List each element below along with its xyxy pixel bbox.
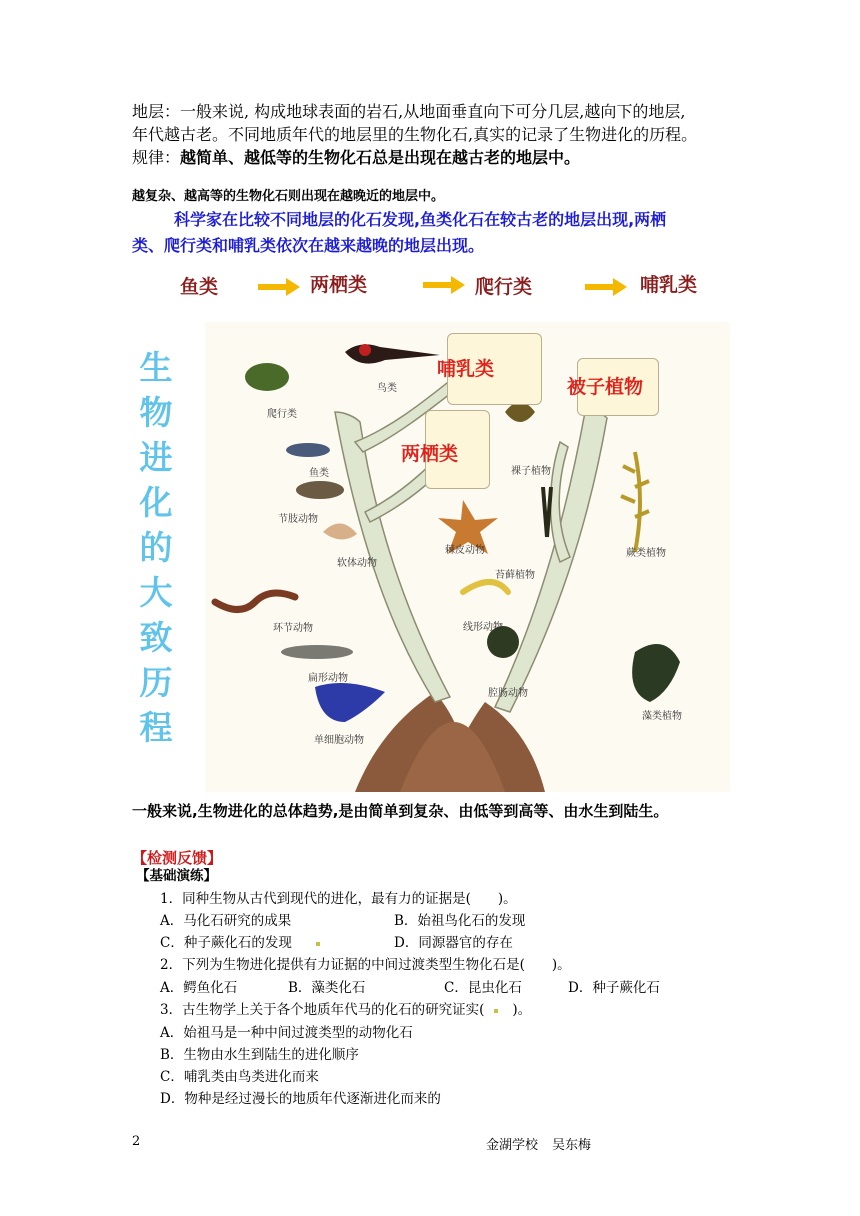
arrow-icon [585,278,627,296]
label-annelid: 环节动物 [273,623,313,634]
label-algae: 藻类植物 [642,711,682,722]
q1-option-d: D．同源器官的存在 [394,935,513,951]
q3-stem [160,999,531,1021]
q2-option-b: B．藻类化石 [288,980,366,996]
label-arthropod: 节肢动物 [278,514,318,525]
discovery-line-1: 科学家在比较不同地层的化石发现,鱼类化石在较古老的地层出现,两栖 [174,210,667,229]
vtitle-char: 致 [139,618,173,657]
intro-paragraph [132,100,752,169]
rule-line [132,146,752,169]
label-flatworm: 扁形动物 [308,673,348,684]
q3-option-a: A．始祖马是一种中间过渡类型的动物化石 [160,1025,413,1041]
q1-option-a: A．马化石研究的成果 [160,913,292,929]
rule-bold: 越简单、越低等的生物化石总是出现在越古老的地层中。 [180,148,581,167]
seq-reptile: 爬行类 [475,276,533,298]
seq-fish: 鱼类 [180,276,219,298]
label-amphibian: 两栖类 [401,443,459,465]
discovery-line-2: 类、爬行类和哺乳类依次在越来越晚的地层出现。 [132,236,485,255]
footer-school: 金湖学校 [486,1138,539,1153]
q3-option-c: C．哺乳类由鸟类进化而来 [160,1069,319,1085]
vtitle-char: 大 [139,573,173,612]
vtitle-char: 化 [139,483,173,522]
vtitle-char: 的 [139,528,173,567]
q1-stem: 1．同种生物从古代到现代的进化，最有力的证据是( )。 [160,891,517,907]
label-moss: 苔藓植物 [495,570,535,581]
discovery-paragraph [132,207,732,259]
vtitle-char: 生 [139,348,173,387]
vtitle-char: 程 [139,708,173,747]
label-reptile: 爬行类 [267,409,297,420]
vtitle-char: 历 [139,663,173,702]
footer-credit [486,1134,591,1153]
rule-line-2: 越复杂、越高等的生物化石则出现在越晚近的地层中。 [132,189,445,204]
practice-subheading: 【基础演练】 [136,868,217,884]
intro-line-1: 地层：一般来说, 构成地球表面的岩石,从地面垂直向下可分几层,越向下的地层, [132,102,686,121]
label-echinoderm: 棘皮动物 [445,545,485,556]
q1-option-c [160,932,322,954]
q3-option-b: B．生物由水生到陆生的进化顺序 [160,1047,359,1063]
vertical-title [136,345,176,750]
q1-option-b: B．始祖鸟化石的发现 [394,913,526,929]
evolution-tree-figure [205,322,730,792]
q1-option-c-text: C．种子蕨化石的发现 [160,935,292,951]
label-mollusc: 软体动物 [337,558,377,569]
q2-option-a: A．鳄鱼化石 [160,980,238,996]
vtitle-char: 物 [139,393,173,432]
q3-stem-post: )。 [512,1002,532,1018]
page-number: 2 [132,1134,141,1149]
label-angiosperm: 被子植物 [567,376,644,398]
label-fish: 鱼类 [309,468,329,479]
label-fern: 蕨类植物 [626,548,666,559]
label-mammal: 哺乳类 [437,358,495,380]
feedback-heading: 【检测反馈】 [132,849,223,867]
q3-option-d: D．物种是经过漫长的地质年代逐渐进化而来的 [160,1091,441,1107]
q2-option-d: D．种子蕨化石 [568,980,660,996]
label-bird: 鸟类 [377,383,397,394]
arrow-icon [423,276,465,294]
footer-author: 吴东梅 [552,1138,592,1153]
evolution-summary: 一般来说,生物进化的总体趋势,是由简单到复杂、由低等到高等、由水生到陆生。 [132,802,669,820]
q2-stem: 2．下列为生物进化提供有力证据的中间过渡类型生物化石是( )。 [160,957,571,973]
seq-amphibian: 两栖类 [310,274,368,296]
q3-stem-pre: 3．古生物学上关于各个地质年代马的化石的研究证实( [160,1002,485,1018]
label-gymnosperm: 裸子植物 [511,466,551,477]
marker-dot [494,1009,498,1013]
arrow-icon [258,278,300,296]
marker-dot [316,942,320,946]
label-coelenterate: 腔肠动物 [488,688,528,699]
rule-prefix: 规律： [132,148,181,167]
vtitle-char: 进 [139,438,173,477]
q2-option-c: C．昆虫化石 [444,980,522,996]
label-nematode: 线形动物 [463,622,503,633]
seq-mammal: 哺乳类 [640,274,698,296]
label-protozoa: 单细胞动物 [314,735,364,746]
intro-line-2: 年代越古老。不同地质年代的地层里的生物化石,真实的记录了生物进化的历程。 [132,125,698,144]
